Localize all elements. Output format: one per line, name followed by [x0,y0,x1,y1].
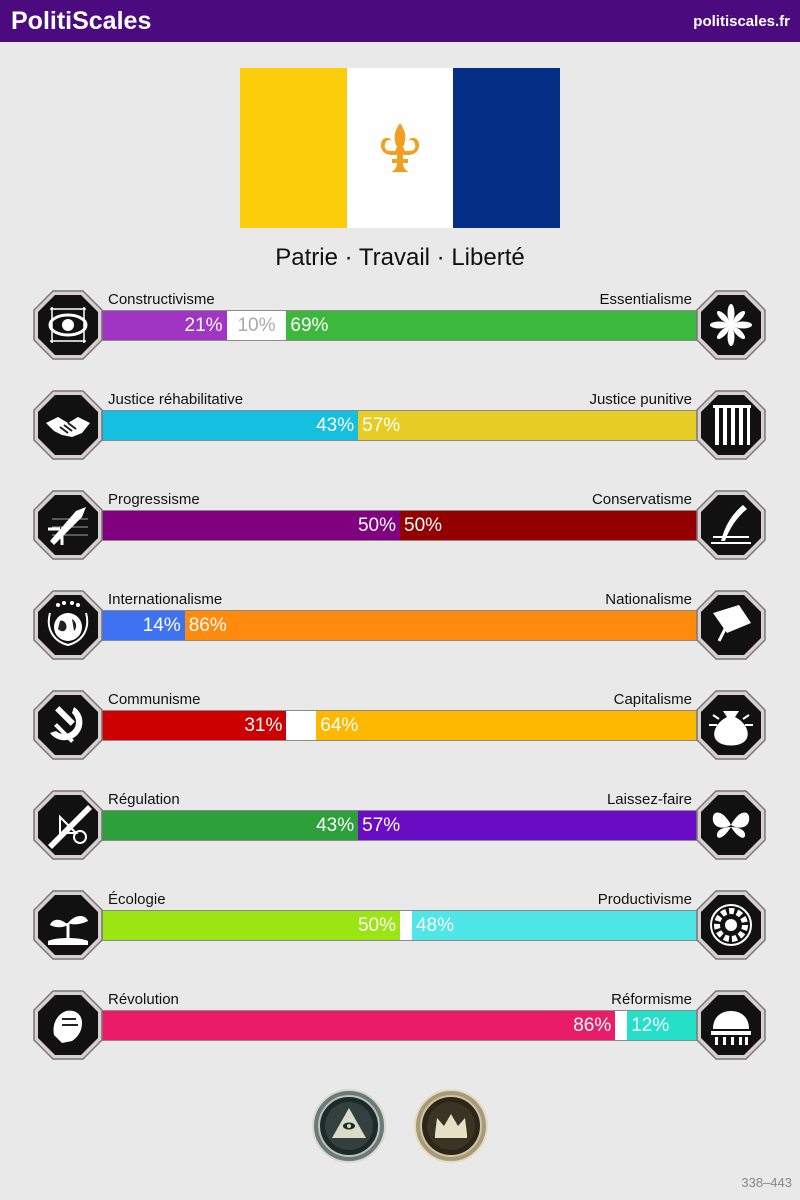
left-segment [101,711,286,740]
fist-icon [32,989,104,1061]
left-segment-pct: 50% [357,915,396,936]
axis-bar [100,910,700,941]
axis-left-label: Écologie [108,891,166,908]
right-segment [286,311,699,340]
parliament-icon [695,989,767,1061]
axis-left-label: Justice réhabilitative [108,391,244,408]
right-segment-pct: 57% [362,815,401,836]
axis-right-label: Conservatisme [591,491,692,508]
axis-row [0,786,800,866]
right-segment [316,711,699,740]
axis-row [0,986,800,1066]
left-segment-pct: 21% [184,315,223,336]
brand-title: PolitiScales [11,7,152,35]
axis-bar [100,410,700,441]
prison-bars-icon [695,389,767,461]
axis-bar [100,310,700,341]
sprout-icon [32,889,104,961]
fleur-de-lis-icon [378,121,422,175]
right-segment-pct: 86% [188,615,227,636]
right-segment [412,911,699,940]
handshake-icon [32,389,104,461]
money-bag-icon [695,689,767,761]
axis-row [0,486,800,566]
left-segment-pct: 43% [316,815,355,836]
axis-bar [100,1010,700,1041]
motto: Patrie · Travail · Liberté [275,244,525,271]
axis-row [0,286,800,366]
quill-icon [695,489,767,561]
axis-row [0,586,800,666]
flag-icon [695,589,767,661]
right-segment [400,511,699,540]
axis-right-label: Nationalisme [605,591,692,608]
globe-icon [32,589,104,661]
right-segment [358,411,699,440]
axis-left-label: Communisme [108,691,201,708]
neutral-segment [286,711,316,740]
flower-icon [695,289,767,361]
left-segment-pct: 86% [573,1015,612,1036]
right-segment-pct: 57% [362,415,401,436]
right-segment [185,611,699,640]
axis-bar [100,710,700,741]
neutral-segment [400,911,412,940]
axis-bar [100,810,700,841]
hammer-sickle-icon [32,689,104,761]
result-code: 338–443 [741,1175,792,1190]
right-segment-pct: 64% [320,715,359,736]
axis-right-label: Laissez-faire [606,791,692,808]
left-segment [101,911,400,940]
right-segment-pct: 69% [290,315,329,336]
axis-left-label: Progressisme [108,491,200,508]
neutral-segment [615,1011,627,1040]
left-segment-pct: 31% [244,715,283,736]
rocket-icon [32,489,104,561]
flag [240,68,560,228]
axis-left-label: Constructivisme [108,291,215,308]
site-link[interactable]: politiscales.fr [693,13,790,30]
top-bar [0,0,800,42]
axis-right-label: Réformisme [611,991,692,1008]
axis-row [0,686,800,766]
flag-stripe-right [453,68,560,228]
axis-left-label: Régulation [108,791,180,808]
crown-seal-icon [413,1088,489,1164]
left-segment [101,811,358,840]
right-segment [358,811,699,840]
axis-bar [100,510,700,541]
axis-right-label: Essentialisme [599,291,692,308]
gear-icon [695,889,767,961]
left-segment [101,411,358,440]
left-segment-pct: 14% [142,615,181,636]
axis-right-label: Capitalisme [613,691,692,708]
axis-bar [100,610,700,641]
axis-right-label: Justice punitive [589,391,692,408]
right-segment-pct: 12% [631,1015,670,1036]
neutral-segment [227,311,287,340]
flag-stripe-left [240,68,347,228]
left-segment [101,311,227,340]
flag-stripe-middle [347,68,454,228]
axis-row [0,386,800,466]
neutral-segment-pct: 10% [237,315,276,336]
right-segment-pct: 48% [415,915,454,936]
left-segment [101,511,400,540]
left-segment-pct: 43% [316,415,355,436]
butterfly-icon [695,789,767,861]
left-segment-pct: 50% [357,515,396,536]
right-segment-pct: 50% [404,515,443,536]
eye-icon [32,289,104,361]
axis-left-label: Révolution [108,991,179,1008]
left-segment [101,611,185,640]
ruler-icon [32,789,104,861]
axis-left-label: Internationalisme [108,591,223,608]
right-segment [627,1011,699,1040]
axis-right-label: Productivisme [597,891,692,908]
pyramid-eye-seal-icon [311,1088,387,1164]
axis-row [0,886,800,966]
left-segment [101,1011,615,1040]
